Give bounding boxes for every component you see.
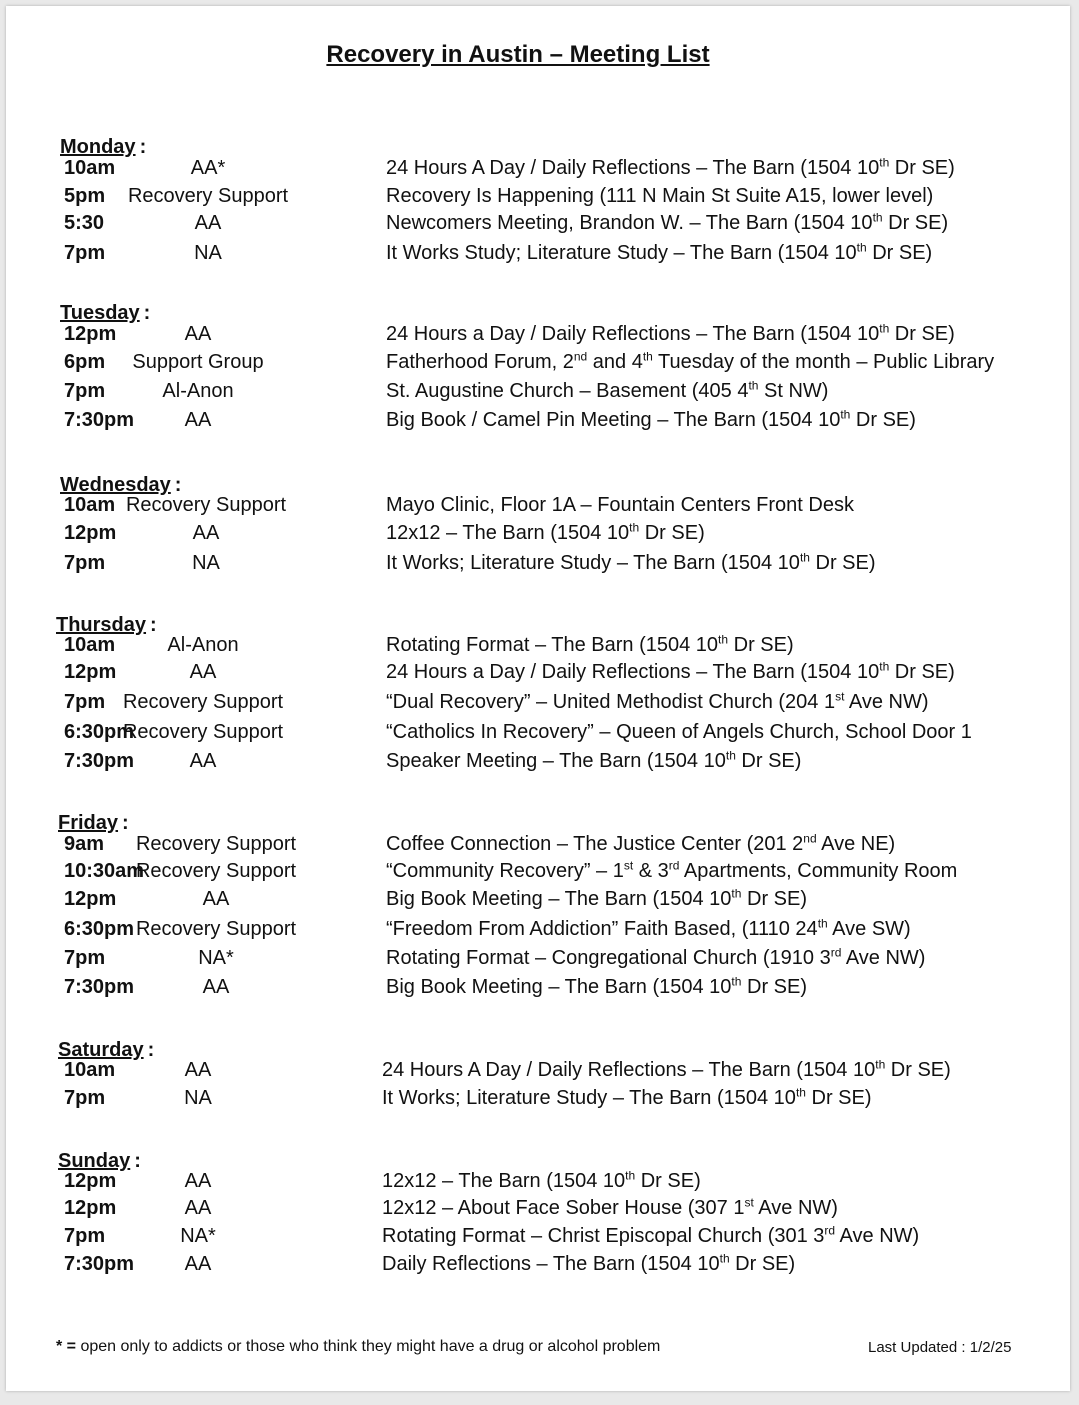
meeting-time: 10am [64, 634, 116, 656]
meeting-description: Fatherhood Forum, 2nd and 4th Tuesday of the month – Public Library [386, 349, 995, 373]
meeting-time: 7pm [64, 1087, 106, 1109]
meeting-time: 7:30pm [64, 409, 135, 431]
footnote-star: * = [56, 1338, 77, 1355]
day-name: Monday [60, 136, 136, 158]
meeting-time: 12pm [64, 1197, 117, 1219]
meeting-row [64, 1056, 1054, 1084]
meeting-description: Mayo Clinic, Floor 1A – Fountain Centers Front Desk [386, 494, 854, 516]
meeting-row [64, 182, 1054, 210]
meeting-time: 12pm [64, 1170, 117, 1192]
meeting-description: “Dual Recovery” – United Methodist Church (204 1st Ave NW) [386, 689, 929, 713]
meeting-type: AA [184, 409, 212, 431]
meeting-row [64, 885, 1054, 913]
meeting-description: 12x12 – The Barn (1504 10th Dr SE) [382, 1168, 701, 1192]
meeting-row [64, 1167, 1054, 1195]
meeting-description: Rotating Format – Congregational Church (1910 3rd Ave NW) [386, 945, 926, 969]
meeting-description: Newcomers Meeting, Brandon W. – The Barn (1504 10th Dr SE) [386, 210, 949, 234]
meeting-row [64, 915, 1054, 943]
meeting-row [64, 406, 1054, 434]
day-colon: : [122, 812, 129, 834]
meeting-description: 12x12 – About Face Sober House (307 1st Ave NW) [382, 1195, 838, 1219]
meeting-time: 7pm [64, 691, 106, 713]
meeting-row [64, 857, 1054, 885]
meeting-description: Big Book / Camel Pin Meeting – The Barn (1504 10th Dr SE) [386, 407, 916, 431]
document-page [6, 6, 1070, 1391]
meeting-type: Recovery Support [135, 918, 297, 940]
meeting-description: 24 Hours A Day / Daily Reflections – The Barn (1504 10th Dr SE) [386, 155, 955, 179]
meeting-description: “Community Recovery” – 1st & 3rd Apartments, Community Room [386, 858, 958, 882]
meeting-row [64, 631, 1054, 659]
day-name: Sunday [58, 1150, 131, 1172]
meeting-time: 12pm [64, 323, 117, 345]
meeting-time: 10:30am [64, 860, 145, 882]
meeting-description: St. Augustine Church – Basement (405 4th St NW) [386, 378, 829, 402]
meeting-row [64, 830, 1054, 858]
meeting-description: 24 Hours a Day / Daily Reflections – The Barn (1504 10th Dr SE) [386, 659, 955, 683]
meeting-row [64, 1250, 1054, 1278]
meeting-description: Speaker Meeting – The Barn (1504 10th Dr SE) [386, 748, 802, 772]
meeting-time: 7pm [64, 242, 106, 264]
meeting-row [64, 320, 1054, 348]
meeting-time: 5pm [64, 185, 106, 207]
meeting-time: 6:30pm [64, 721, 135, 743]
meeting-row [64, 688, 1054, 716]
meeting-description: It Works; Literature Study – The Barn (1504 10th Dr SE) [386, 550, 876, 574]
meeting-type: AA [184, 1197, 212, 1219]
meeting-type: AA [184, 323, 212, 345]
meeting-type: AA [202, 976, 230, 998]
meeting-type: Recovery Support [127, 185, 289, 207]
meeting-type: Recovery Support [122, 721, 284, 743]
meeting-time: 7:30pm [64, 750, 135, 772]
last-updated: Last Updated : 1/2/25 [868, 1339, 1012, 1356]
meeting-type: AA [184, 1253, 212, 1275]
meeting-row [64, 658, 1054, 686]
meeting-description: “Freedom From Addiction” Faith Based, (1110 24th Ave SW) [386, 916, 911, 940]
meeting-description: Big Book Meeting – The Barn (1504 10th Dr SE) [386, 886, 807, 910]
meeting-description: It Works; Literature Study – The Barn (1504 10th Dr SE) [382, 1085, 872, 1109]
day-name: Thursday [56, 614, 147, 636]
meeting-description: It Works Study; Literature Study – The Barn (1504 10th Dr SE) [386, 240, 933, 264]
meeting-row [64, 1222, 1054, 1250]
meeting-row [64, 1084, 1054, 1112]
meeting-type: NA [192, 552, 220, 574]
meeting-row [64, 348, 1054, 376]
meeting-row [64, 549, 1054, 577]
meeting-time: 12pm [64, 661, 117, 683]
meeting-type: AA [189, 750, 217, 772]
meeting-time: 6pm [64, 351, 106, 373]
meeting-description: Rotating Format – The Barn (1504 10th Dr SE) [386, 632, 794, 656]
meeting-time: 12pm [64, 888, 117, 910]
meeting-description: Recovery Is Happening (111 N Main St Suite A15, lower level) [386, 185, 934, 207]
meeting-type: NA [184, 1087, 212, 1109]
day-colon: : [147, 1039, 155, 1061]
meeting-row [64, 154, 1054, 182]
day-colon: : [174, 474, 182, 496]
day-name: Friday [58, 812, 119, 834]
meeting-time: 9am [64, 833, 105, 855]
day-colon: : [139, 136, 147, 158]
meeting-type: Al-Anon [167, 634, 239, 656]
meeting-type: AA* [190, 157, 226, 179]
meeting-type: AA [184, 1059, 212, 1081]
meeting-type: Support Group [132, 351, 264, 373]
footnote [56, 1338, 660, 1356]
meeting-type: Recovery Support [122, 691, 284, 713]
meeting-type: Al-Anon [162, 380, 234, 402]
meeting-type: Recovery Support [125, 494, 287, 516]
meeting-type: Recovery Support [135, 860, 297, 882]
meeting-type: Recovery Support [135, 833, 297, 855]
meeting-time: 5:30 [64, 212, 105, 234]
meeting-row [64, 747, 1054, 775]
meeting-type: AA [194, 212, 222, 234]
meeting-time: 6:30pm [64, 918, 135, 940]
meeting-description: 24 Hours a Day / Daily Reflections – The Barn (1504 10th Dr SE) [386, 321, 955, 345]
meeting-time: 7:30pm [64, 976, 135, 998]
meeting-type: AA [202, 888, 230, 910]
meeting-description: “Catholics In Recovery” – Queen of Angels Church, School Door 1 [386, 721, 972, 743]
meeting-time: 7:30pm [64, 1253, 135, 1275]
meeting-description: Coffee Connection – The Justice Center (201 2nd Ave NE) [386, 831, 896, 855]
meeting-row [64, 519, 1054, 547]
meeting-time: 7pm [64, 380, 106, 402]
meeting-description: Big Book Meeting – The Barn (1504 10th Dr SE) [386, 974, 807, 998]
meeting-time: 10am [64, 157, 116, 179]
meeting-time: 10am [64, 494, 116, 516]
meeting-time: 12pm [64, 522, 117, 544]
meeting-time: 7pm [64, 947, 106, 969]
meeting-type: AA [189, 661, 217, 683]
meeting-type: AA [192, 522, 220, 544]
day-colon: : [143, 302, 151, 324]
meeting-row [64, 491, 1054, 519]
meeting-type: NA* [180, 1225, 216, 1247]
page-title: Recovery in Austin – Meeting List [326, 41, 710, 68]
meeting-description: Daily Reflections – The Barn (1504 10th Dr SE) [382, 1251, 796, 1275]
meeting-row [64, 718, 1054, 746]
meeting-time: 7pm [64, 1225, 106, 1247]
meeting-type: AA [184, 1170, 212, 1192]
meeting-row [64, 377, 1054, 405]
meeting-time: 10am [64, 1059, 116, 1081]
meeting-description: 24 Hours A Day / Daily Reflections – The Barn (1504 10th Dr SE) [382, 1057, 951, 1081]
day-name: Saturday [58, 1039, 144, 1061]
meeting-row [64, 239, 1054, 267]
day-name: Tuesday [60, 302, 140, 324]
footnote-text: open only to addicts or those who think they might have a drug or alcohol problem [80, 1338, 661, 1355]
day-colon: : [150, 614, 157, 636]
meeting-type: NA [194, 242, 222, 264]
meeting-row [64, 1194, 1054, 1222]
meeting-description: 12x12 – The Barn (1504 10th Dr SE) [386, 520, 705, 544]
meeting-type: NA* [198, 947, 234, 969]
meeting-time: 7pm [64, 552, 106, 574]
meeting-description: Rotating Format – Christ Episcopal Church (301 3rd Ave NW) [382, 1223, 920, 1247]
meeting-row [64, 944, 1054, 972]
day-name: Wednesday [60, 474, 171, 496]
meeting-row [64, 209, 1054, 237]
meeting-row [64, 973, 1054, 1001]
day-colon: : [134, 1150, 141, 1172]
